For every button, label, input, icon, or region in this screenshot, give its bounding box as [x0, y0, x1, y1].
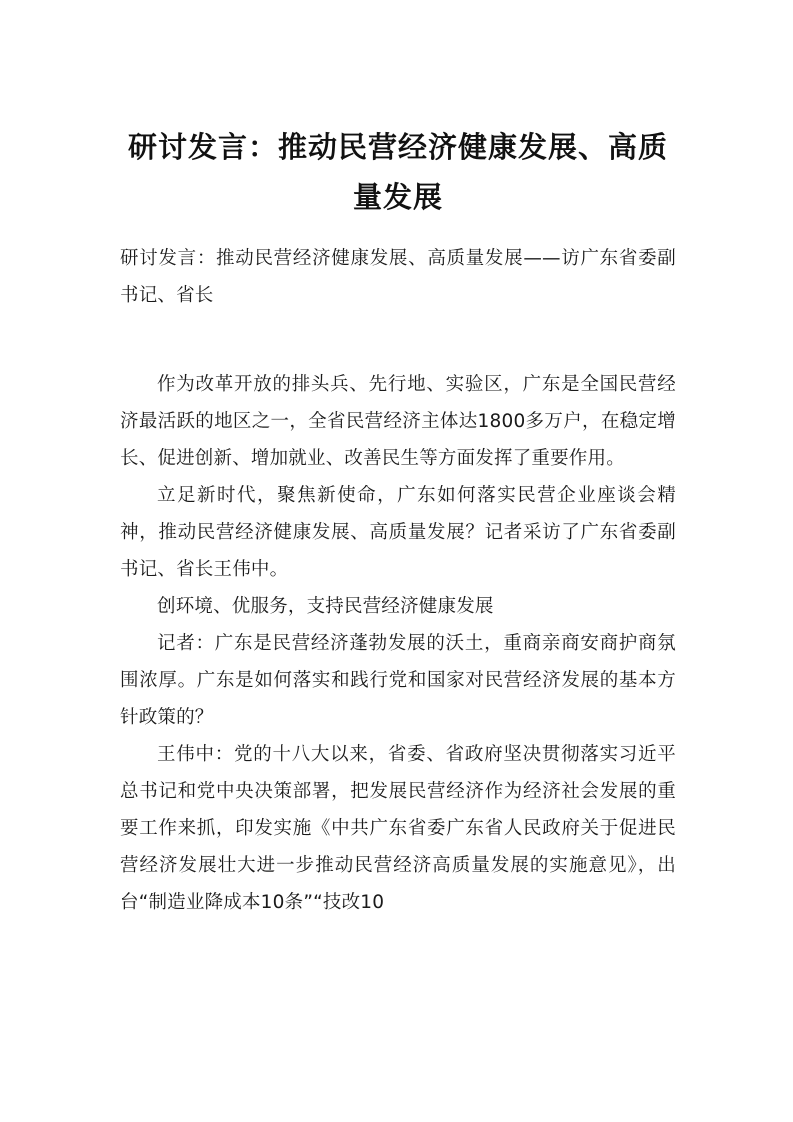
body-paragraph-4: 王伟中：党的十八大以来，省委、省政府坚决贯彻落实习近平总书记和党中央决策部署，把发展民营经济作为经济社会发展的重要工作来抓，印发实施《中共广东省委广东省人民政府关于促进民营经济发展壮大进一步推动民营经济高质量发展的实施意见》，出台“制造业降成本10条”“技改10 [120, 744, 676, 913]
document-subtitle: 研讨发言：推动民营经济健康发展、高质量发展——访广东省委副书记、省长 [120, 248, 676, 306]
section-heading: 创环境、优服务，支持民营经济健康发展 [157, 596, 494, 617]
body-paragraph-3: 记者：广东是民营经济蓬勃发展的沃土，重商亲商安商护商氛围浓厚。广东是如何落实和践行党和国家对民营经济发展的基本方针政策的？ [120, 633, 676, 728]
document-body [120, 366, 676, 921]
document-title: 研讨发言：推动民营经济健康发展、高质量发展 [127, 130, 668, 214]
body-paragraph-2: 立足新时代，聚焦新使命，广东如何落实民营企业座谈会精神，推动民营经济健康发展、高质量发展？记者采访了广东省委副书记、省长王伟中。 [120, 485, 676, 580]
body-paragraph-1: 作为改革开放的排头兵、先行地、实验区，广东是全国民营经济最活跃的地区之一，全省民营经济主体达1800多万户，在稳定增长、促进创新、增加就业、改善民生等方面发挥了重要作用。 [120, 374, 676, 469]
